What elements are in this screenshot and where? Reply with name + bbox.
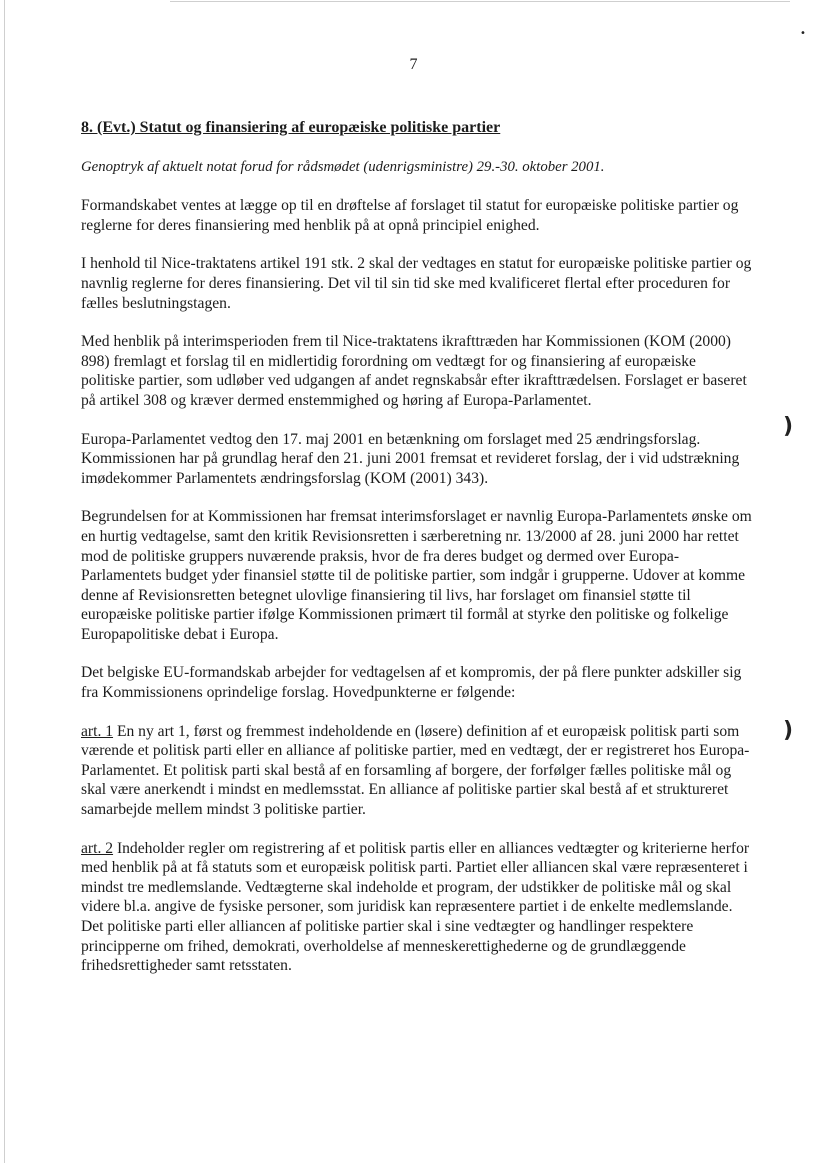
section-subtitle: Genoptryk af aktuelt notat forud for rådsmødet (udenrigsministre) 29.-30. oktober 2001.	[81, 158, 605, 175]
paragraph-justification: Begrundelsen for at Kommissionen har fremsat interimsforslaget er navnlig Europa-Parlamentets ønske om en hurtig vedtagelse, samt den kritik Revisionsretten i særberetning nr. 13/2000 af 28. juni 2000 har rettet mod de politiske gruppers nuværende praksis, hvor de fra deres budget og dermed over Europa-Parlamentets budget yder finansiel støtte til de politiske partier, som indgår i grupperne. Udover at komme denne af Revisionsretten betegnet ulovlige finansiering til livs, har forslaget om finansiel støtte til europæiske politiske partier ifølge Kommissionen primært til formål at styrke den politiske og folkelige Europapolitiske debat i Europa.	[81, 508, 752, 643]
article-1-label: art. 1	[81, 722, 114, 740]
page-number: 7	[409, 56, 418, 73]
article-1-text: En ny art 1, først og fremmest indeholdende en (løsere) definition af et europæisk politisk parti som værende et politisk parti eller en alliance af politiske partier, med en vedtægt, der er registreret hos Europa-Parlamentet. Et politisk parti skal bestå af en forsamling af borgere, der forfølger fælles politiske mål og skal være anerkendt i mindst en medlemsstat. En alliance af politiske partier skal bestå af et struktureret samarbejde mellem mindst 3 politiske partier.	[81, 722, 750, 819]
punch-hole-mark-bottom: )	[783, 718, 794, 743]
paragraph-belgian-presidency: Det belgiske EU-formandskab arbejder for vedtagelsen af et kompromis, der på flere punkter adskiller sig fra Kommissionens oprindelige forslag. Hovedpunkterne er følgende:	[81, 664, 742, 702]
section-heading: 8. (Evt.) Statut og finansiering af europæiske politiske partier	[81, 119, 501, 136]
article-2-label: art. 2	[81, 839, 114, 857]
scan-dot-right: •	[800, 28, 806, 39]
scan-edge-top	[170, 1, 790, 2]
article-1	[81, 722, 753, 820]
paragraph-legal-basis: I henhold til Nice-traktatens artikel 191 stk. 2 skal der vedtages en statut for europæiske politiske partier og navnlig reglerne for deres finansiering. Det vil til sin tid ske med kvalificeret flertal efter proceduren for fælles beslutningstagen.	[81, 255, 752, 312]
paragraph-interim-proposal: Med henblik på interimsperioden frem til Nice-traktatens ikrafttræden har Kommissionen (KOM (2000) 898) fremlagt et forslag til en midlertidig forordning om vedtægt for og finansiering af europæiske politiske partier, som udløber ved udgangen af andet regnskabsår efter ikrafttrædelsen. Forslaget er baseret på artikel 308 og kræver dermed enstemmighed og høring af Europa-Parlamentet.	[81, 333, 747, 409]
article-2-text: Indeholder regler om registrering af et politisk partis eller en alliances vedtægter og kriterierne herfor med henblik på at få statuts som et europæisk politisk parti. Partiet eller alliancen skal være repræsenteret i mindst tre medlemslande. Vedtægterne skal indeholde et program, der udstikker de politiske mål og skal videre bl.a. angive de fysiske personer, som juridisk kan repræsentere partiet i de enkelte medlemslande. Det politiske parti eller alliancen af politiske partier skal i sine vedtægter og handlinger respektere principperne om frihed, demokrati, overholdelse af menneskerettighederne og de grundlæggende frihedsrettigheder samt retsstaten.	[81, 839, 750, 975]
punch-hole-mark-top: )	[783, 414, 794, 439]
article-2	[81, 839, 753, 976]
paragraph-intro: Formandskabet ventes at lægge op til en drøftelse af forslaget til statut for europæiske politiske partier og reglerne for deres finansiering med henblik på at opnå principiel enighed.	[81, 197, 739, 234]
document-body	[81, 118, 753, 995]
paragraph-parliament-opinion: Europa-Parlamentet vedtog den 17. maj 2001 en betænkning om forslaget med 25 ændringsforslag. Kommissionen har på grundlag heraf den 21. juni 2001 fremsat et revideret forslag, der i vid udstrækning imødekommer Parlamentets ændringsforslag (KOM (2001) 343).	[81, 430, 740, 487]
scan-edge-left	[4, 0, 5, 1163]
